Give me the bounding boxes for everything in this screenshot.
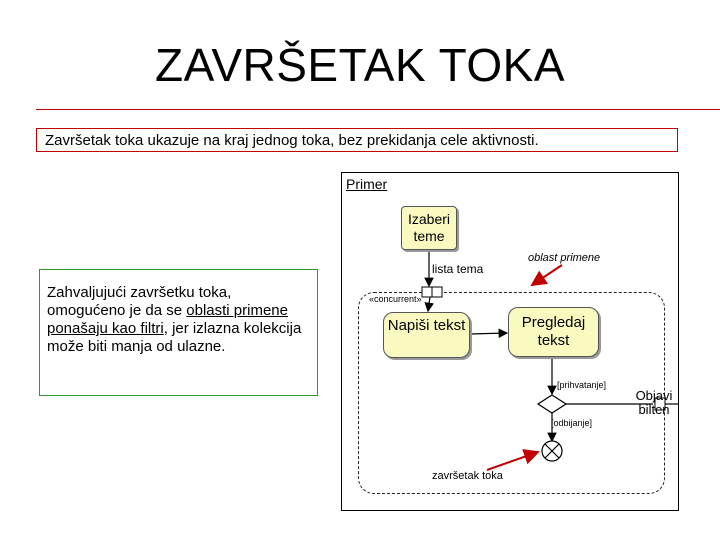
flow-write-to-review bbox=[470, 333, 507, 334]
example-label: Primer bbox=[346, 176, 388, 192]
flow-to-write bbox=[428, 297, 430, 311]
note-text-underlined: oblasti primene ponašaju kao filtri bbox=[47, 302, 288, 337]
action-select-topics: Izaberi teme bbox=[401, 206, 457, 250]
input-pin-top-2 bbox=[432, 287, 442, 297]
note-text-part1: Zahvaljujući završetku toka, omogućeno je da se bbox=[47, 284, 232, 319]
flow-final-pointer-arrow bbox=[487, 452, 538, 470]
note-text-part2: , jer izlazna kolekcija može biti manja od ulazne. bbox=[47, 320, 302, 355]
flow-final-label: završetak toka bbox=[432, 470, 503, 482]
topic-list-label: lista tema bbox=[432, 262, 484, 276]
decision-node bbox=[538, 395, 566, 413]
accept-guard-label: [prihvatanje] bbox=[557, 380, 607, 390]
input-pin-top bbox=[422, 287, 432, 297]
publish-label: Objavi bilten bbox=[635, 388, 673, 417]
intro-text-box: Završetak toka ukazuje na kraj jednog toka, bez prekidanja cele aktivnosti. bbox=[36, 128, 678, 152]
concurrent-stereotype-label: «concurrent» bbox=[369, 294, 422, 304]
reject-guard-label: [odbijanje] bbox=[551, 418, 593, 428]
region-label: oblast primene bbox=[528, 252, 601, 264]
action-review-text: Pregledaj tekst bbox=[508, 307, 599, 357]
region-pointer-arrow bbox=[532, 265, 562, 285]
slide-title: ZAVRŠETAK TOKA bbox=[154, 39, 566, 91]
action-write-text: Napiši tekst bbox=[383, 312, 470, 358]
